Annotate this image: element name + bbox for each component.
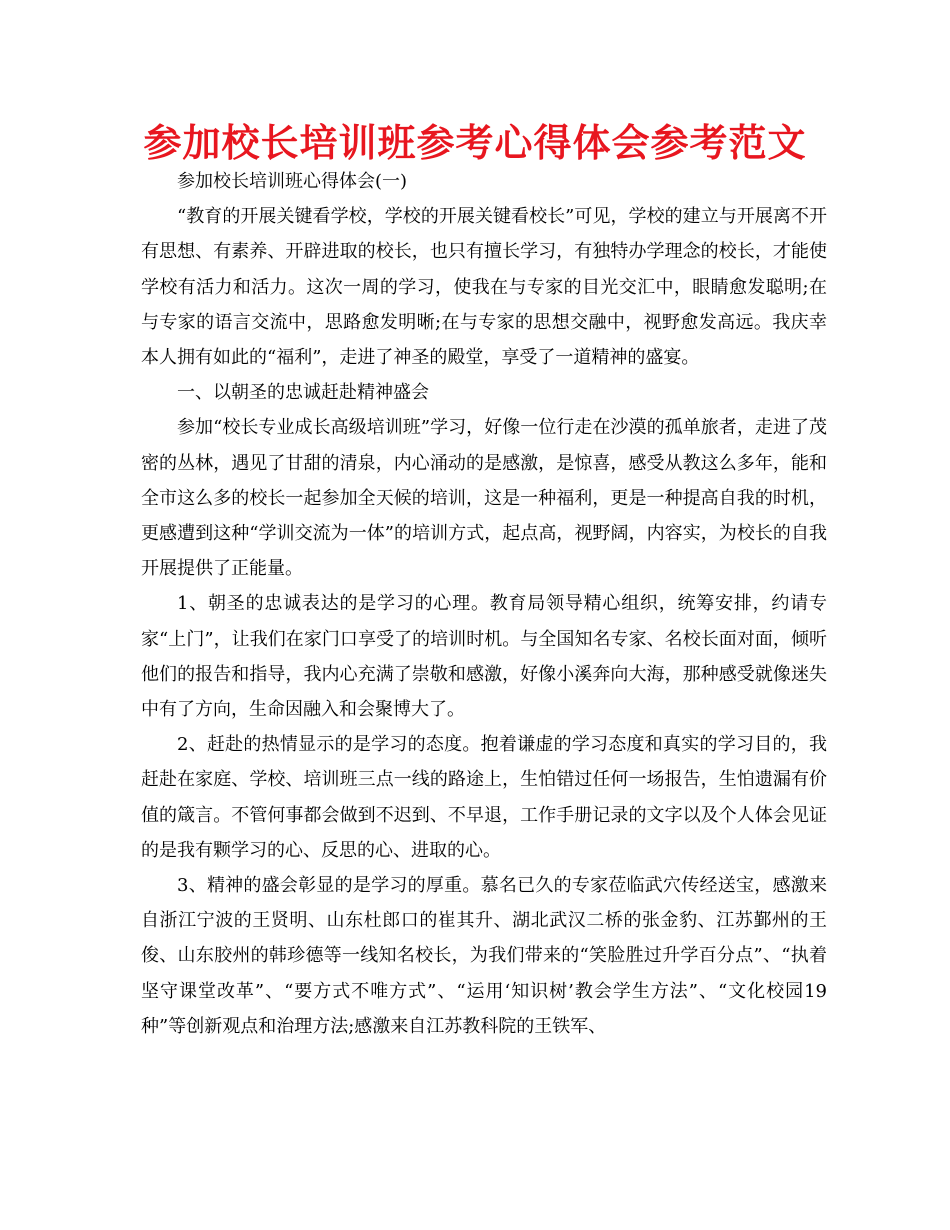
section-heading-1: 一、以朝圣的忠诚赶赴精神盛会: [177, 382, 429, 404]
document-body: [141, 164, 827, 1044]
document-title: 参加校长培训班参考心得体会参考范文: [143, 121, 807, 165]
document-subtitle: 参加校长培训班心得体会(一): [177, 171, 408, 192]
paragraph-intro: “教育的开展关键看学校，学校的开展关键看校长”可见，学校的建立与开展离不开有思想、有素养、开辟进取的校长，也只有擅长学习，有独特办学理念的校长，才能使学校有活力和活力。这次一周的学习，使我在与专家的目光交汇中，眼睛愈发聪明;在与专家的语言交流中，思路愈发明晰;在与专家的思想交融中，视野愈发高远。我庆幸本人拥有如此的“福利”，走进了神圣的殿堂，享受了一道精神的盛宴。: [141, 206, 827, 369]
paragraph-section-1: 参加“校长专业成长高级培训班”学习，好像一位行走在沙漠的孤单旅者，走进了茂密的丛林，遇见了甘甜的清泉，内心涌动的是感激，是惊喜，感受从教这么多年，能和全市这么多的校长一起参加全天候的培训，这是一种福利，更是一种提高自我的时机，更感遭到这种“学训交流为一体”的培训方式，起点高，视野阔，内容实，为校长的自我开展提供了正能量。: [141, 417, 827, 580]
paragraph-point-1: 1、朝圣的忠诚表达的是学习的心理。教育局领导精心组织，统筹安排，约请专家“上门”，让我们在家门口享受了的培训时机。与全国知名专家、名校长面对面，倾听他们的报告和指导，我内心充满了崇敬和感激，好像小溪奔向大海，那种感受就像迷失中有了方向，生命因融入和会聚博大了。: [141, 593, 827, 721]
paragraph-point-3: 3、精神的盛会彰显的是学习的厚重。慕名已久的专家莅临武穴传经送宝，感激来自浙江宁波的王贤明、山东杜郎口的崔其升、湖北武汉二桥的张金豹、江苏鄞州的王俊、山东胶州的韩珍德等一线知名校长，为我们带来的“笑脸胜过升学百分点”、“执着坚守课堂改革”、“要方式不唯方式”、“运用‘知识树’教会学生方法”、“文化校园19种”等创新观点和治理方法;感激来自江苏教科院的王铁军、: [141, 875, 827, 1037]
paragraph-point-2: 2、赶赴的热情显示的是学习的态度。抱着谦虚的学习态度和真实的学习目的，我赶赴在家庭、学校、培训班三点一线的路途上，生怕错过任何一场报告，生怕遗漏有价值的箴言。不管何事都会做到不迟到、不早退，工作手册记录的文字以及个人体会见证的是我有颗学习的心、反思的心、进取的心。: [141, 734, 827, 861]
